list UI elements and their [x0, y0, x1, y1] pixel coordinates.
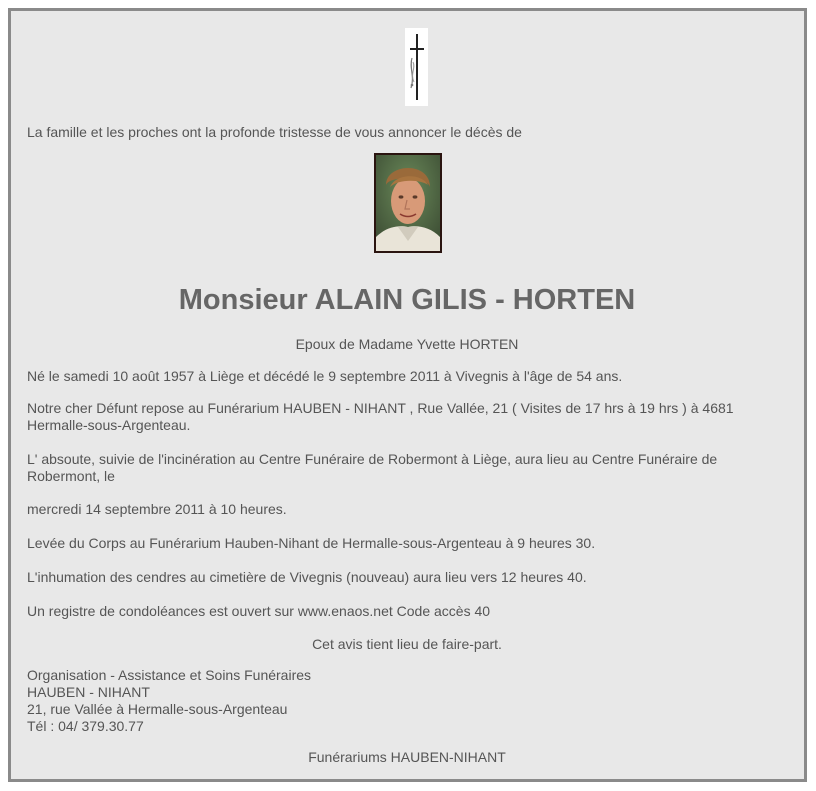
organisation-block — [27, 667, 772, 735]
ceremony-date-text: mercredi 14 septembre 2011 à 10 heures. — [27, 501, 287, 517]
levee-text: Levée du Corps au Funérarium Hauben-Nihant de Hermalle-sous-Argenteau à 9 heures 30. — [27, 535, 596, 551]
cross-icon — [405, 28, 428, 106]
portrait-photo — [374, 153, 442, 253]
footer-text: Funérariums HAUBEN-NIHANT — [308, 749, 506, 765]
inhumation-text: L'inhumation des cendres au cimetière de Vivegnis (nouveau) aura lieu vers 12 heures 40. — [27, 569, 587, 585]
obituary-card — [8, 8, 807, 782]
organisation-phone: Tél : 04/ 379.30.77 — [27, 718, 144, 734]
condolences-registry-text: Un registre de condoléances est ouvert sur www.enaos.net Code accès 40 — [27, 603, 491, 619]
birth-death-text: Né le samedi 10 août 1957 à Liège et décédé le 9 septembre 2011 à Vivegnis à l'âge de 54 ans. — [27, 368, 623, 384]
absoute-text: L' absoute, suivie de l'incinération au Centre Funéraire de Robermont à Liège, aura lieu au Centre Funéraire de Robermont, le — [27, 451, 718, 484]
rest-location-text: Notre cher Défunt repose au Funérarium HAUBEN - NIHANT , Rue Vallée, 21 ( Visites de 17 hrs à 19 hrs ) à 4681 Hermalle-sous-Argenteau. — [27, 400, 734, 433]
deceased-name: Monsieur ALAIN GILIS - HORTEN — [178, 284, 636, 316]
organisation-line: Organisation - Assistance et Soins Funéraires — [27, 667, 312, 683]
intro-text: La famille et les proches ont la profonde tristesse de vous annoncer le décès de — [27, 124, 522, 140]
organisation-address: 21, rue Vallée à Hermalle-sous-Argenteau — [27, 701, 288, 717]
spouse-text: Epoux de Madame Yvette HORTEN — [295, 336, 519, 352]
faire-part-text: Cet avis tient lieu de faire-part. — [312, 636, 502, 652]
organisation-name: HAUBEN - NIHANT — [27, 684, 150, 700]
